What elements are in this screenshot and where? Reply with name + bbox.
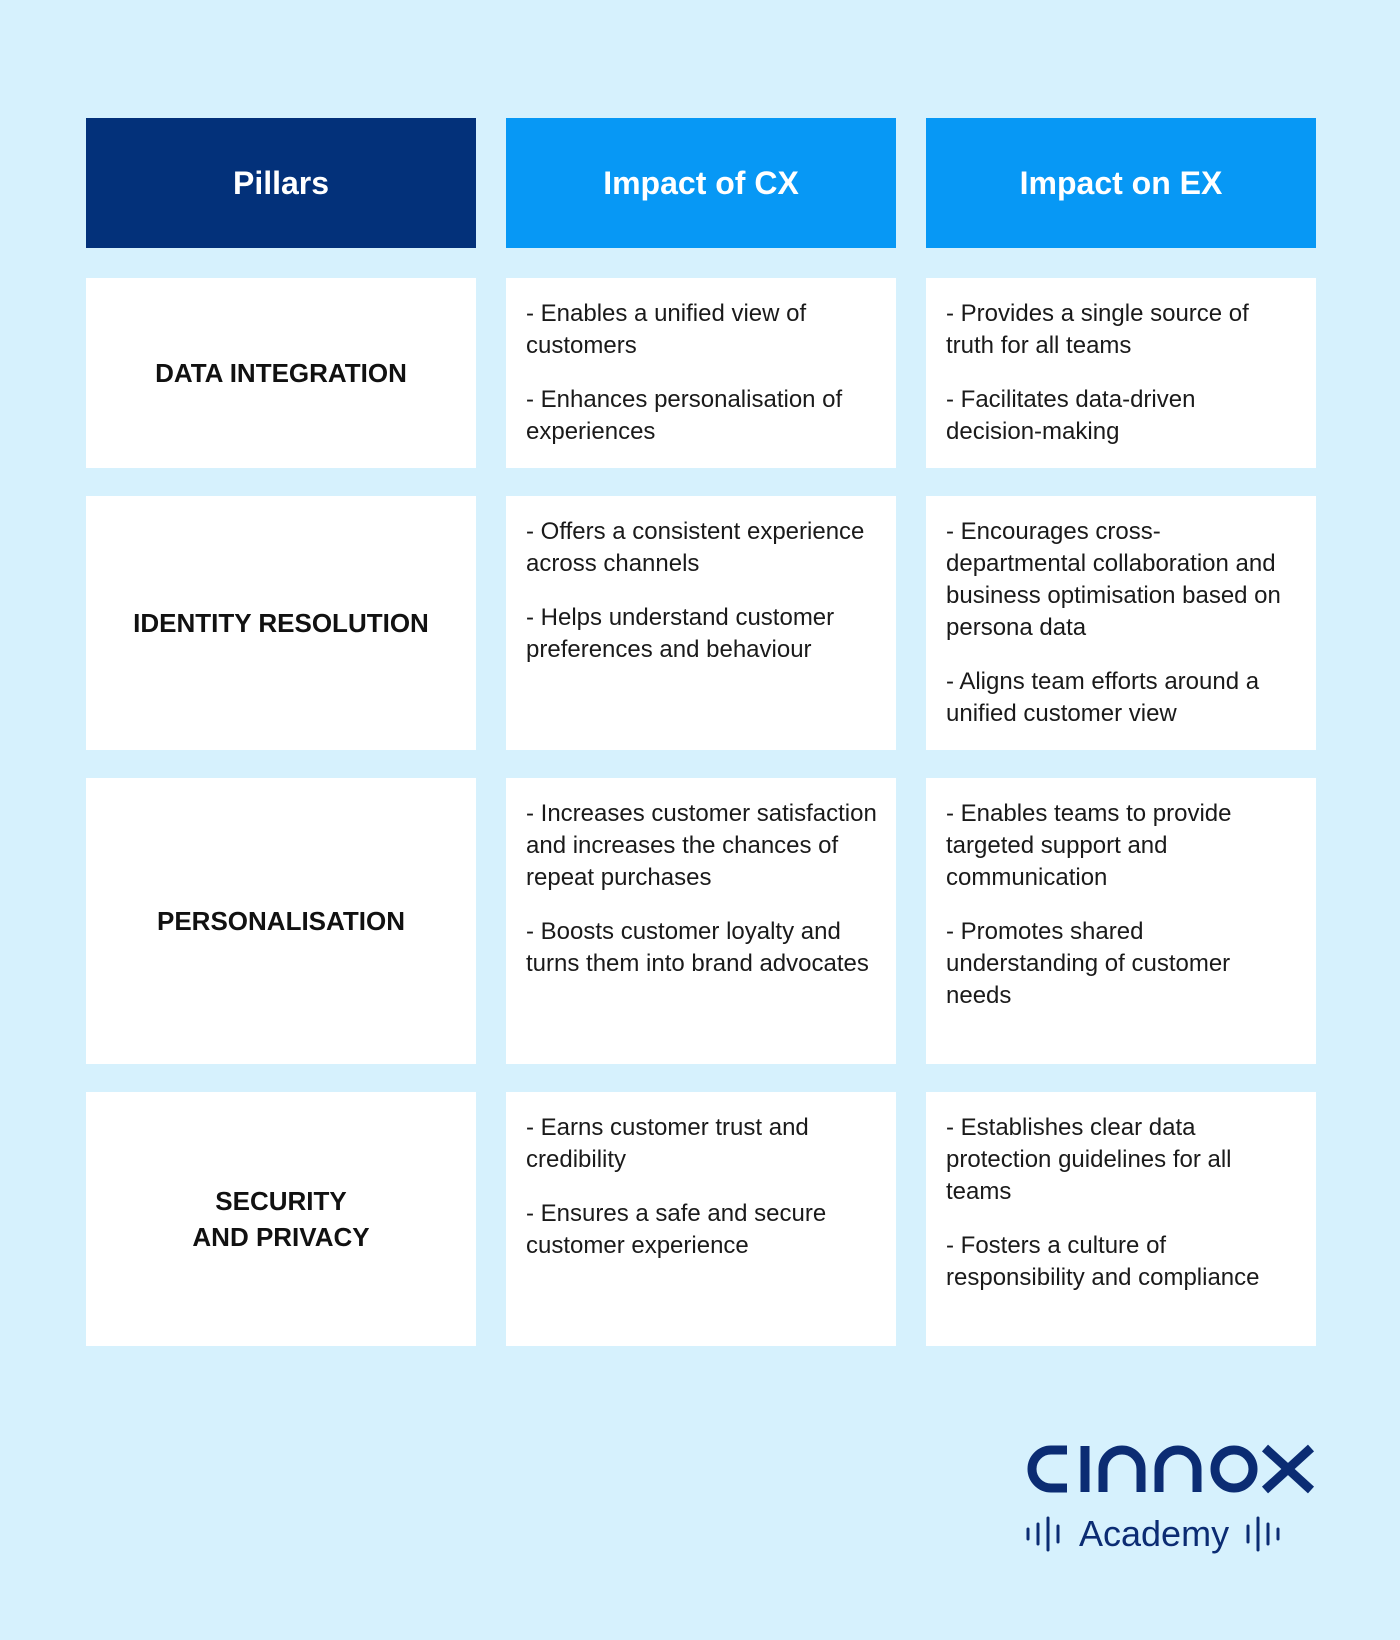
row-gap [926, 750, 1316, 778]
cx-point: - Enables a unified view of customers [526, 300, 807, 359]
pillar-label: PERSONALISATION [157, 906, 405, 936]
ex-point: - Establishes clear data protection guidelines for all teams [946, 1114, 1232, 1205]
cx-point: - Enhances personalisation of experiences [526, 386, 843, 445]
row-gap [506, 750, 896, 778]
cinnox-academy-logo [1025, 1442, 1325, 1558]
sound-wave-left-icon [1025, 1516, 1065, 1552]
pillar-label: DATA INTEGRATION [155, 358, 407, 388]
header-impact-ex: Impact on EX [926, 118, 1316, 248]
pillar-personalisation [86, 778, 476, 1064]
ex-cell-security-and-privacy [926, 1092, 1316, 1346]
row-gap [506, 248, 896, 278]
ex-point: - Facilitates data-driven decision-making [946, 386, 1196, 445]
cx-cell-security-and-privacy [506, 1092, 896, 1346]
cx-point: - Earns customer trust and credibility [526, 1114, 809, 1173]
header-impact-cx: Impact of CX [506, 118, 896, 248]
ex-cell-identity-resolution [926, 496, 1316, 750]
cx-point: - Offers a consistent experience across channels [526, 518, 865, 577]
ex-point: - Provides a single source of truth for all teams [946, 300, 1249, 359]
cx-point: - Increases customer satisfaction and increases the chances of repeat purchases [526, 800, 877, 891]
cx-cell-data-integration [506, 278, 896, 468]
ex-point: - Aligns team efforts around a unified customer view [946, 668, 1260, 727]
row-gap [926, 1064, 1316, 1092]
row-gap [506, 1064, 896, 1092]
sound-wave-right-icon [1243, 1516, 1283, 1552]
pillar-identity-resolution [86, 496, 476, 750]
ex-point: - Promotes shared understanding of customer needs [946, 918, 1231, 1009]
pillars-table [86, 118, 1316, 1346]
row-gap [86, 468, 476, 496]
academy-label: Academy [1079, 1513, 1230, 1554]
ex-cell-personalisation [926, 778, 1316, 1064]
cx-point: - Ensures a safe and secure customer experience [526, 1200, 827, 1259]
cx-cell-personalisation [506, 778, 896, 1064]
row-gap [506, 468, 896, 496]
row-gap [926, 468, 1316, 496]
academy-row [1025, 1510, 1325, 1558]
pillar-label-line2: AND PRIVACY [192, 1222, 370, 1252]
cx-cell-identity-resolution [506, 496, 896, 750]
pillar-security-and-privacy [86, 1092, 476, 1346]
row-gap [86, 248, 476, 278]
ex-point: - Fosters a culture of responsibility and compliance [946, 1232, 1260, 1291]
row-gap [86, 750, 476, 778]
row-gap [926, 248, 1316, 278]
cx-point: - Helps understand customer preferences and behaviour [526, 604, 835, 663]
pillar-label: IDENTITY RESOLUTION [133, 608, 429, 638]
row-gap [86, 1064, 476, 1092]
ex-point: - Encourages cross-departmental collaboration and business optimisation based on persona data [946, 518, 1281, 641]
ex-cell-data-integration [926, 278, 1316, 468]
header-pillars: Pillars [86, 118, 476, 248]
pillar-label-line1: SECURITY [215, 1186, 347, 1216]
pillar-data-integration [86, 278, 476, 468]
ex-point: - Enables teams to provide targeted support and communication [946, 800, 1232, 891]
cinnox-wordmark-logo [1025, 1442, 1320, 1496]
cx-point: - Boosts customer loyalty and turns them into brand advocates [526, 918, 869, 977]
